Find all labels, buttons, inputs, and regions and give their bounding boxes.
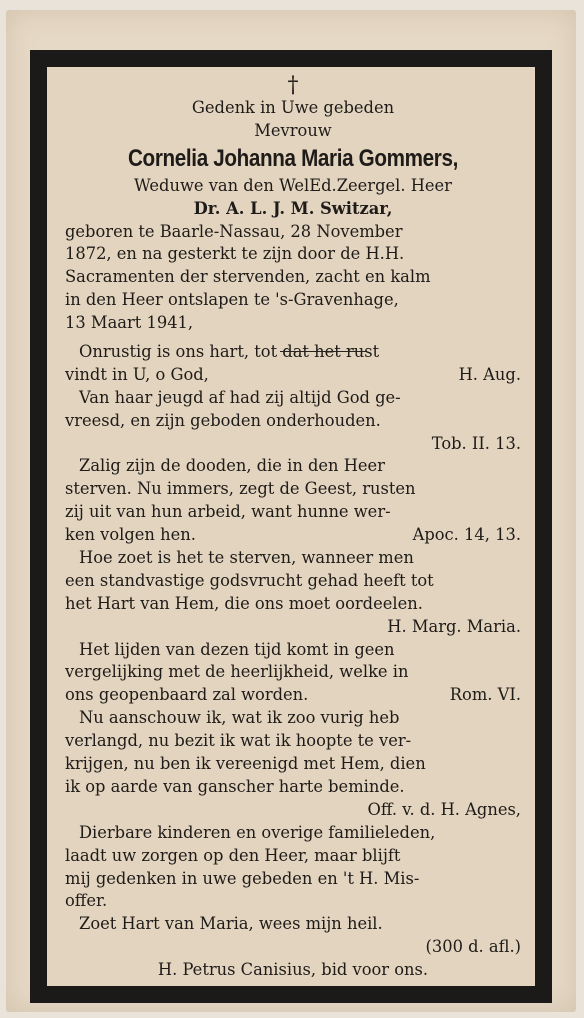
text-line bbox=[65, 684, 521, 707]
text-line: in den Heer ontslapen te 's-Gravenhage, bbox=[65, 290, 399, 310]
text-line: Onrustig is ons hart, tot dat het rust bbox=[79, 342, 380, 362]
text-line: mij gedenken in uwe gebeden en 't H. Mis- bbox=[65, 868, 420, 888]
text-line: sterven. Nu immers, zegt de Geest, rusten bbox=[65, 479, 416, 499]
text-span: ons geopenbaard zal worden. bbox=[65, 685, 309, 705]
citation: H. Aug. bbox=[458, 364, 521, 384]
text-line: Hoe zoet is het te sterven, wanneer men bbox=[79, 548, 414, 568]
text-line: verlangd, nu bezit ik wat ik hoopte te ver- bbox=[65, 731, 412, 751]
memorial-card bbox=[6, 10, 576, 1012]
cross-icon: † bbox=[287, 73, 299, 98]
text-line: Nu aanschouw ik, wat ik zoo vurig heb bbox=[79, 708, 400, 728]
indulgence-note: (300 d. afl.) bbox=[425, 937, 521, 957]
text-line: Zalig zijn de dooden, die in den Heer bbox=[79, 456, 385, 476]
citation: Tob. II. 13. bbox=[431, 433, 521, 453]
black-border-frame bbox=[30, 50, 552, 1003]
closing-line: H. Petrus Canisius, bid voor ons. bbox=[157, 960, 429, 980]
divider-rule bbox=[280, 351, 366, 352]
husband-name: Dr. A. L. J. M. Switzar, bbox=[193, 198, 393, 218]
text-span: vindt in U, o God, bbox=[65, 364, 209, 384]
text-line: 13 Maart 1941, bbox=[65, 313, 194, 333]
text-line: een standvastige godsvrucht gehad heeft tot bbox=[65, 570, 434, 590]
text-line: zij uit van hun arbeid, want hunne wer- bbox=[65, 502, 391, 522]
text-line: 1872, en na gesterkt te zijn door de H.H. bbox=[65, 244, 405, 264]
text-line: offer. bbox=[65, 891, 108, 911]
citation: Apoc. 14, 13. bbox=[412, 525, 521, 545]
text-line: geboren te Baarle-Nassau, 28 November bbox=[65, 221, 403, 241]
text-line: vergelijking met de heerlijkheid, welke in bbox=[65, 662, 409, 682]
text-line: laadt uw zorgen op den Heer, maar blijft bbox=[65, 845, 401, 865]
text-line: Sacramenten der stervenden, zacht en kalm bbox=[65, 267, 431, 287]
text-line bbox=[65, 524, 521, 547]
text-line bbox=[65, 364, 521, 387]
widow-line: Weduwe van den WelEd.Zeergel. Heer bbox=[134, 175, 452, 195]
title-line: Mevrouw bbox=[254, 120, 332, 140]
text-line: het Hart van Hem, die ons moet oordeelen. bbox=[65, 593, 423, 613]
citation: Rom. VI. bbox=[449, 685, 521, 705]
deceased-name: Cornelia Johanna Maria Gommers, bbox=[128, 144, 458, 172]
text-line: Van haar jeugd af had zij altijd God ge- bbox=[79, 387, 401, 407]
text-line: krijgen, nu ben ik vereenigd met Hem, dien bbox=[65, 754, 426, 774]
text-line: vreesd, en zijn geboden onderhouden. bbox=[65, 410, 381, 430]
citation: H. Marg. Maria. bbox=[387, 616, 521, 636]
text-line: ik op aarde van ganscher harte beminde. bbox=[65, 776, 405, 796]
text-line: Het lijden van dezen tijd komt in geen bbox=[79, 639, 395, 659]
citation: Off. v. d. H. Agnes, bbox=[367, 799, 521, 819]
text-line: Zoet Hart van Maria, wees mijn heil. bbox=[79, 914, 383, 934]
card-text bbox=[65, 75, 521, 982]
text-span: ken volgen hen. bbox=[65, 525, 196, 545]
text-line: Dierbare kinderen en overige familieleden, bbox=[79, 822, 436, 842]
intro-line: Gedenk in Uwe gebeden bbox=[191, 98, 395, 117]
